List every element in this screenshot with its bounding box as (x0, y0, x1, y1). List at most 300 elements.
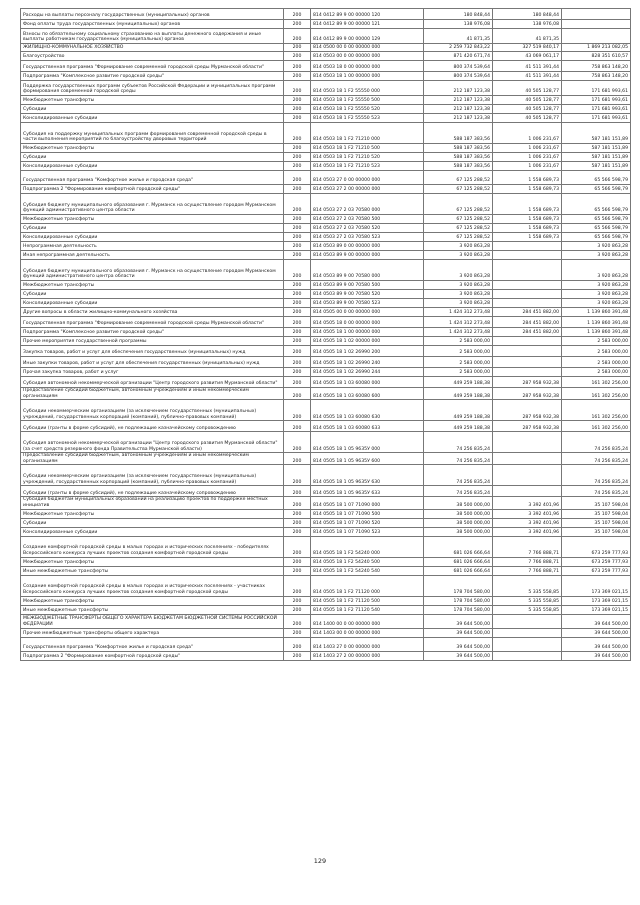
table-row (21, 651, 631, 660)
row-value-approved: 178 704 580,00 (424, 575, 493, 596)
row-value-approved: 212 187 123,38 (424, 96, 493, 105)
table-row (21, 614, 631, 628)
table-row (21, 105, 631, 114)
row-kbk: 814 0505 18 1 03 60080 600 (311, 388, 424, 400)
row-value-executed (493, 651, 562, 660)
table-row (21, 377, 631, 388)
row-code: 200 (284, 171, 311, 185)
row-value-executed: 287 958 932,38 (493, 388, 562, 400)
row-name: Межбюджетные трансферты (21, 96, 284, 105)
row-value-executed: 1 558 689,73 (493, 233, 562, 242)
row-name: Консолидированные субсидии (21, 114, 284, 123)
row-name: Субсидии (гранты в форме субсидий), не подлежащие казначейскому сопровождению (21, 421, 284, 432)
row-value-approved: 588 187 383,56 (424, 144, 493, 153)
row-value-unexecuted: 65 566 598,79 (562, 233, 631, 242)
row-value-unexecuted: 587 181 151,89 (562, 153, 631, 162)
row-code: 200 (284, 29, 311, 44)
row-code: 200 (284, 453, 311, 465)
table-row (21, 123, 631, 144)
row-value-unexecuted: 171 681 993,61 (562, 105, 631, 114)
row-value-unexecuted: 1 139 860 391,48 (562, 308, 631, 317)
row-name: Субсидии (21, 290, 284, 299)
row-name: Фонд оплаты труда государственных (муниципальных) органов (21, 20, 284, 29)
row-value-unexecuted: 171 681 993,61 (562, 81, 631, 96)
row-value-executed: 3 392 401,96 (493, 497, 562, 509)
row-value-executed (493, 260, 562, 281)
row-value-approved: 800 374 539,64 (424, 61, 493, 72)
table-row (21, 233, 631, 242)
row-value-executed: 327 519 840,17 (493, 44, 562, 52)
row-value-unexecuted: 2 583 000,00 (562, 346, 631, 357)
row-value-unexecuted: 39 644 500,00 (562, 628, 631, 637)
row-name: Субсидии некоммерческим организациям (за исключением государственных (муниципальных) учреждений, государственных корпораций (компаний), публично-правовых компаний) (21, 465, 284, 486)
row-value-executed: 287 958 932,38 (493, 421, 562, 432)
row-value-executed (493, 346, 562, 357)
row-kbk: 814 0505 18 1 07 71090 520 (311, 518, 424, 527)
row-value-unexecuted: 2 583 000,00 (562, 357, 631, 368)
row-value-unexecuted: 65 566 598,79 (562, 215, 631, 224)
row-value-executed: 287 958 932,38 (493, 400, 562, 421)
row-code: 200 (284, 637, 311, 651)
row-kbk: 814 0505 18 1 05 9635У 630 (311, 465, 424, 486)
row-name: Консолидированные субсидии (21, 299, 284, 308)
row-value-executed: 1 006 231,67 (493, 153, 562, 162)
row-value-approved: 74 256 835,24 (424, 453, 493, 465)
row-kbk: 814 0412 89 9 00 00000 129 (311, 29, 424, 44)
row-value-executed (493, 251, 562, 260)
row-value-approved: 212 187 123,38 (424, 105, 493, 114)
table-row (21, 518, 631, 527)
row-name: Закупка товаров, работ и услуг для обеспечения государственных (муниципальных) нужд (21, 346, 284, 357)
row-name: Подпрограмма 2 "Формирование комфортной городской среды" (21, 185, 284, 194)
row-code: 200 (284, 377, 311, 388)
row-name: Иные закупки товаров, работ и услуг для обеспечения государственных (муниципальных) нужд (21, 357, 284, 368)
row-kbk: 814 0503 27 2 03 70580 523 (311, 233, 424, 242)
row-value-approved: 178 704 580,00 (424, 605, 493, 614)
row-value-approved: 3 920 863,28 (424, 251, 493, 260)
row-kbk: 814 0505 18 1 F2 54240 000 (311, 536, 424, 557)
row-kbk: 814 0503 27 2 03 70580 500 (311, 215, 424, 224)
table-row (21, 605, 631, 614)
table-row (21, 317, 631, 328)
row-name: Подпрограмма 2 "Формирование комфортной городской среды" (21, 651, 284, 660)
row-value-approved: 2 583 000,00 (424, 357, 493, 368)
row-value-executed: 1 006 231,67 (493, 144, 562, 153)
row-kbk: 814 0503 18 0 00 00000 000 (311, 61, 424, 72)
row-value-unexecuted: 1 139 860 391,48 (562, 317, 631, 328)
row-value-unexecuted: 161 302 256,00 (562, 421, 631, 432)
row-kbk: 814 1403 00 0 00 00000 000 (311, 628, 424, 637)
row-value-approved: 2 259 732 843,22 (424, 44, 493, 52)
row-value-unexecuted: 74 256 835,24 (562, 432, 631, 453)
row-value-executed: 7 766 888,71 (493, 536, 562, 557)
table-row (21, 281, 631, 290)
row-value-approved: 449 259 188,38 (424, 377, 493, 388)
table-row (21, 9, 631, 20)
row-code: 200 (284, 194, 311, 215)
row-value-approved: 3 920 863,28 (424, 299, 493, 308)
row-code: 200 (284, 281, 311, 290)
row-value-unexecuted: 3 920 863,28 (562, 290, 631, 299)
table-row (21, 509, 631, 518)
row-kbk: 814 0503 18 1 F2 55550 520 (311, 105, 424, 114)
row-value-unexecuted: 74 256 835,24 (562, 453, 631, 465)
row-value-unexecuted: 171 681 993,61 (562, 96, 631, 105)
row-value-approved: 3 920 863,28 (424, 281, 493, 290)
row-kbk: 814 0503 00 0 00 00000 000 (311, 52, 424, 61)
row-value-approved: 38 500 000,00 (424, 509, 493, 518)
table-row (21, 557, 631, 566)
row-value-executed: 41 871,35 (493, 29, 562, 44)
row-value-approved: 212 187 123,38 (424, 81, 493, 96)
row-value-executed: 284 451 882,00 (493, 308, 562, 317)
row-value-unexecuted: 65 566 598,79 (562, 224, 631, 233)
row-value-approved: 681 026 666,64 (424, 557, 493, 566)
row-value-unexecuted: 35 107 598,04 (562, 497, 631, 509)
row-code: 200 (284, 153, 311, 162)
row-kbk: 814 0505 18 1 03 60080 630 (311, 400, 424, 421)
row-value-approved: 800 374 539,64 (424, 72, 493, 81)
row-value-approved: 74 256 835,24 (424, 465, 493, 486)
table-row (21, 346, 631, 357)
row-value-unexecuted: 173 369 021,15 (562, 575, 631, 596)
row-name: Межбюджетные трансферты (21, 144, 284, 153)
row-value-executed: 5 335 558,85 (493, 605, 562, 614)
row-kbk: 814 0505 18 1 02 26990 240 (311, 357, 424, 368)
row-value-unexecuted (562, 20, 631, 29)
row-name: Субсидия бюджетам муниципальных образований на реализацию проектов по поддержке местных инициатив (21, 497, 284, 509)
table-row (21, 114, 631, 123)
row-code: 200 (284, 81, 311, 96)
row-value-executed (493, 299, 562, 308)
row-value-executed: 284 451 882,00 (493, 317, 562, 328)
table-row (21, 465, 631, 486)
row-value-approved: 41 871,35 (424, 29, 493, 44)
row-value-executed (493, 637, 562, 651)
row-kbk: 814 0412 89 9 00 00000 120 (311, 9, 424, 20)
row-name: Межбюджетные трансферты (21, 281, 284, 290)
row-value-approved: 2 583 000,00 (424, 337, 493, 346)
row-name: Субсидии (21, 518, 284, 527)
row-value-approved: 138 976,08 (424, 20, 493, 29)
row-code: 200 (284, 605, 311, 614)
row-code: 200 (284, 486, 311, 497)
table-row (21, 162, 631, 171)
row-value-executed: 287 958 932,38 (493, 377, 562, 388)
table-row (21, 20, 631, 29)
table-row (21, 290, 631, 299)
budget-table (20, 8, 631, 661)
row-name: Предоставление субсидий бюджетным, автономным учреждениям и иным некоммерческим организациям (21, 388, 284, 400)
row-value-executed (493, 242, 562, 251)
row-name: Консолидированные субсидии (21, 527, 284, 536)
row-value-executed: 40 505 128,77 (493, 81, 562, 96)
row-kbk: 814 0503 18 1 F2 55550 523 (311, 114, 424, 123)
row-code: 200 (284, 388, 311, 400)
row-name: Непрограммная деятельность (21, 242, 284, 251)
row-name: Создание комфортной городской среды в малых городах и исторических поселениях - победителях Всероссийского конкурса лучших проектов создания комфортной городской среды (21, 536, 284, 557)
row-kbk: 814 0505 18 1 02 26990 200 (311, 346, 424, 357)
table-row (21, 81, 631, 96)
row-name: Иные межбюджетные трансферты (21, 566, 284, 575)
row-kbk: 814 0505 18 1 07 71090 500 (311, 509, 424, 518)
row-code: 200 (284, 299, 311, 308)
row-value-unexecuted: 35 107 598,04 (562, 527, 631, 536)
row-code: 200 (284, 628, 311, 637)
row-code: 200 (284, 651, 311, 660)
row-value-executed: 41 511 391,44 (493, 72, 562, 81)
row-code: 200 (284, 566, 311, 575)
row-value-executed: 5 335 558,85 (493, 575, 562, 596)
row-value-executed: 1 558 689,73 (493, 215, 562, 224)
table-row (21, 194, 631, 215)
row-value-executed: 7 766 888,71 (493, 557, 562, 566)
row-value-executed: 1 006 231,67 (493, 123, 562, 144)
row-code: 200 (284, 346, 311, 357)
row-code: 200 (284, 233, 311, 242)
row-value-executed: 1 558 689,73 (493, 185, 562, 194)
row-code: 200 (284, 290, 311, 299)
table-row (21, 400, 631, 421)
table-row (21, 171, 631, 185)
row-code: 200 (284, 575, 311, 596)
row-name: Другие вопросы в области жилищно-коммунального хозяйства (21, 308, 284, 317)
row-name: Субсидии (21, 153, 284, 162)
row-value-executed: 1 558 689,73 (493, 224, 562, 233)
row-kbk: 814 0503 18 1 F2 71210 500 (311, 144, 424, 153)
table-row (21, 215, 631, 224)
row-name: Взносы по обязательному социальному страхованию на выплаты денежного содержания и иные выплаты работникам государственных (муниципальных) органов (21, 29, 284, 44)
row-kbk: 814 0505 18 1 05 9635У 600 (311, 453, 424, 465)
row-value-unexecuted: 74 256 835,24 (562, 465, 631, 486)
row-code: 200 (284, 614, 311, 628)
row-kbk: 814 0503 18 1 F2 55550 000 (311, 81, 424, 96)
row-value-approved: 39 644 500,00 (424, 614, 493, 628)
row-value-approved: 3 920 863,28 (424, 260, 493, 281)
row-value-executed (493, 290, 562, 299)
row-kbk: 814 0505 18 1 03 60080 633 (311, 421, 424, 432)
row-kbk: 814 0503 18 1 00 00000 000 (311, 72, 424, 81)
row-value-approved: 39 644 500,00 (424, 651, 493, 660)
row-name: Субсидия на поддержку муниципальных программ формирования современной городской среды в части выполнения мероприятий по благоустройству дворовых территорий (21, 123, 284, 144)
table-row (21, 497, 631, 509)
row-value-executed: 41 511 391,44 (493, 61, 562, 72)
row-name: Субсидия бюджету муниципального образования г. Мурманск на осуществление городом Мурманском функций административного центра области (21, 260, 284, 281)
row-value-unexecuted: 173 369 021,15 (562, 605, 631, 614)
row-name: МЕЖБЮДЖЕТНЫЕ ТРАНСФЕРТЫ ОБЩЕГО ХАРАКТЕРА БЮДЖЕТАМ БЮДЖЕТНОЙ СИСТЕМЫ РОССИЙСКОЙ ФЕДЕРАЦИИ (21, 614, 284, 628)
row-kbk: 814 0503 27 2 03 70580 520 (311, 224, 424, 233)
table-row (21, 421, 631, 432)
row-code: 200 (284, 260, 311, 281)
row-code: 200 (284, 308, 311, 317)
row-value-approved: 588 187 383,56 (424, 162, 493, 171)
row-value-executed: 43 069 061,17 (493, 52, 562, 61)
row-value-unexecuted: 758 863 148,20 (562, 61, 631, 72)
row-name: ЖИЛИЩНО-КОММУНАЛЬНОЕ ХОЗЯЙСТВО (21, 44, 284, 52)
row-value-unexecuted: 161 302 256,00 (562, 377, 631, 388)
row-kbk: 814 0505 18 1 F2 71120 000 (311, 575, 424, 596)
row-code: 200 (284, 144, 311, 153)
row-name: Иные межбюджетные трансферты (21, 605, 284, 614)
row-name: Создание комфортной городской среды в малых городах и исторических поселениях - участниках Всероссийского конкурса лучших проектов создания комфортной городской среды (21, 575, 284, 596)
row-value-approved: 67 125 288,52 (424, 215, 493, 224)
row-value-executed (493, 614, 562, 628)
row-value-approved: 681 026 666,64 (424, 536, 493, 557)
row-value-unexecuted: 65 566 598,79 (562, 185, 631, 194)
row-kbk: 814 0503 89 9 00 70580 000 (311, 260, 424, 281)
row-code: 200 (284, 251, 311, 260)
row-kbk: 814 0503 89 9 00 70580 523 (311, 299, 424, 308)
table-row (21, 527, 631, 536)
row-code: 200 (284, 20, 311, 29)
row-value-executed (493, 453, 562, 465)
row-kbk: 814 0505 18 1 05 9635У 000 (311, 432, 424, 453)
row-kbk: 814 0505 18 1 F2 54240 500 (311, 557, 424, 566)
row-name: Предоставление субсидий бюджетным, автономным учреждениям и иным некоммерческим организациям (21, 453, 284, 465)
row-code: 200 (284, 536, 311, 557)
row-code: 200 (284, 509, 311, 518)
table-row (21, 153, 631, 162)
row-kbk: 814 0503 18 1 F2 71210 520 (311, 153, 424, 162)
row-kbk: 814 1403 27 0 00 00000 000 (311, 637, 424, 651)
row-code: 200 (284, 527, 311, 536)
row-value-approved: 3 920 863,28 (424, 290, 493, 299)
row-value-approved: 180 848,44 (424, 9, 493, 20)
table-row (21, 72, 631, 81)
row-kbk: 814 1403 27 2 00 00000 000 (311, 651, 424, 660)
row-value-unexecuted: 171 681 993,61 (562, 114, 631, 123)
row-kbk: 814 0505 18 1 02 00000 000 (311, 337, 424, 346)
row-name: Межбюджетные трансферты (21, 509, 284, 518)
row-name: Государственная программа "Комфортное жилье и городская среда" (21, 171, 284, 185)
table-row (21, 388, 631, 400)
row-value-unexecuted: 161 302 256,00 (562, 388, 631, 400)
row-code: 200 (284, 162, 311, 171)
row-value-unexecuted: 39 644 500,00 (562, 637, 631, 651)
row-name: Благоустройство (21, 52, 284, 61)
table-row (21, 566, 631, 575)
table-row (21, 144, 631, 153)
row-kbk: 814 0505 18 1 07 71090 000 (311, 497, 424, 509)
row-value-approved: 38 500 000,00 (424, 518, 493, 527)
table-row (21, 224, 631, 233)
row-kbk: 814 0505 18 1 F2 54240 540 (311, 566, 424, 575)
row-code: 200 (284, 185, 311, 194)
row-value-executed: 40 505 128,77 (493, 105, 562, 114)
row-value-executed (493, 628, 562, 637)
budget-table-body (21, 9, 631, 661)
row-value-approved: 2 583 000,00 (424, 346, 493, 357)
row-value-executed: 5 335 558,85 (493, 596, 562, 605)
row-code: 200 (284, 317, 311, 328)
table-row (21, 368, 631, 377)
row-name: Субсидии (21, 224, 284, 233)
row-name: Субсидия бюджету муниципального образования г. Мурманск на осуществление городом Мурманском функций административного центра области (21, 194, 284, 215)
row-name: Расходы на выплаты персоналу государственных (муниципальных) органов (21, 9, 284, 20)
row-value-unexecuted: 39 644 500,00 (562, 651, 631, 660)
row-kbk: 814 0505 18 1 05 9635У 633 (311, 486, 424, 497)
row-name: Субсидии некоммерческим организациям (за исключением государственных (муниципальных) учреждений, государственных корпораций (компаний), публично-правовых компаний) (21, 400, 284, 421)
row-code: 200 (284, 328, 311, 337)
table-row (21, 453, 631, 465)
row-value-approved: 74 256 835,24 (424, 432, 493, 453)
row-code: 200 (284, 421, 311, 432)
row-code: 200 (284, 215, 311, 224)
row-value-approved: 39 644 500,00 (424, 628, 493, 637)
row-name: Межбюджетные трансферты (21, 215, 284, 224)
row-value-executed: 7 766 888,71 (493, 566, 562, 575)
row-value-unexecuted: 587 181 151,89 (562, 162, 631, 171)
row-code: 200 (284, 123, 311, 144)
row-value-executed: 284 451 882,00 (493, 328, 562, 337)
row-kbk: 814 0503 27 0 00 00000 000 (311, 171, 424, 185)
row-kbk: 814 0505 18 1 07 71090 523 (311, 527, 424, 536)
row-value-executed: 1 558 689,73 (493, 171, 562, 185)
table-row (21, 242, 631, 251)
row-name: Подпрограмма "Комплексное развитие городской среды" (21, 328, 284, 337)
table-row (21, 637, 631, 651)
row-value-unexecuted: 673 259 777,93 (562, 557, 631, 566)
row-value-approved: 212 187 123,38 (424, 114, 493, 123)
row-kbk: 814 0503 18 1 F2 71210 523 (311, 162, 424, 171)
row-kbk: 814 0503 27 2 03 70580 000 (311, 194, 424, 215)
row-name: Межбюджетные трансферты (21, 557, 284, 566)
row-value-approved: 1 424 312 273,48 (424, 328, 493, 337)
table-row (21, 251, 631, 260)
row-value-approved: 449 259 188,38 (424, 421, 493, 432)
table-row (21, 328, 631, 337)
row-value-approved: 74 256 835,24 (424, 486, 493, 497)
row-name: Межбюджетные трансферты (21, 596, 284, 605)
table-row (21, 596, 631, 605)
row-code: 200 (284, 465, 311, 486)
row-value-approved: 38 500 000,00 (424, 497, 493, 509)
row-kbk: 814 0505 18 1 F2 71120 500 (311, 596, 424, 605)
row-kbk: 814 0500 00 0 00 00000 000 (311, 44, 424, 52)
row-value-executed (493, 337, 562, 346)
row-code: 200 (284, 432, 311, 453)
table-row (21, 299, 631, 308)
row-value-unexecuted: 65 566 598,79 (562, 171, 631, 185)
row-value-unexecuted (562, 29, 631, 44)
row-name: Субсидии (гранты в форме субсидий), не подлежащие казначейскому сопровождению (21, 486, 284, 497)
row-value-approved: 178 704 580,00 (424, 596, 493, 605)
budget-table-sheet (20, 8, 628, 661)
row-name: Государственная программа "Комфортное жилье и городская среда" (21, 637, 284, 651)
row-value-unexecuted: 828 351 610,57 (562, 52, 631, 61)
table-row (21, 96, 631, 105)
row-kbk: 814 0503 18 1 F2 71210 000 (311, 123, 424, 144)
row-name: Субсидия автономной некоммерческой организации "Центр городского развития Мурманской области" (21, 377, 284, 388)
row-value-executed (493, 465, 562, 486)
row-code: 200 (284, 596, 311, 605)
row-value-executed: 180 848,44 (493, 9, 562, 20)
row-code: 200 (284, 114, 311, 123)
row-value-unexecuted: 39 644 500,00 (562, 614, 631, 628)
row-kbk: 814 0503 89 9 00 70580 500 (311, 281, 424, 290)
row-kbk: 814 0412 89 9 00 00000 121 (311, 20, 424, 29)
row-value-unexecuted: 673 259 777,93 (562, 566, 631, 575)
row-name: Поддержка государственных программ субъектов Российской Федерации и муниципальных программ формирования современной городской среды (21, 81, 284, 96)
row-value-executed: 3 392 401,96 (493, 527, 562, 536)
row-value-executed (493, 432, 562, 453)
row-value-approved: 38 500 000,00 (424, 527, 493, 536)
row-value-executed: 40 505 128,77 (493, 96, 562, 105)
row-value-approved: 449 259 188,38 (424, 400, 493, 421)
row-name: Консолидированные субсидии (21, 233, 284, 242)
row-code: 200 (284, 105, 311, 114)
row-code: 200 (284, 518, 311, 527)
